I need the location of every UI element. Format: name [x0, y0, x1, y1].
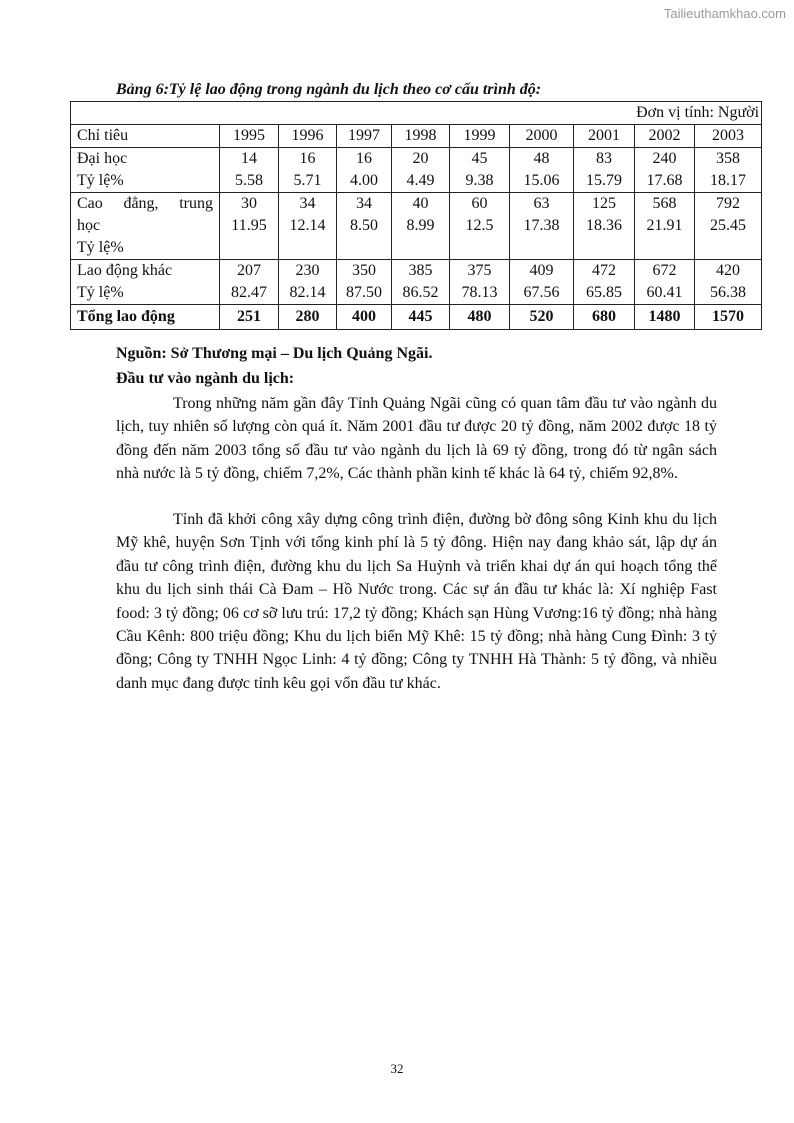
body-paragraph: Trong những năm gần đây Tỉnh Quảng Ngãi cũng có quan tâm đầu tư vào ngành du lịch, tuy nhiên số lượng còn quá ít. Năm 2001 đầu tư được 20 tỷ đồng, năm 2002 được 18 tỷ đồng đến năm 2003 tổng số đầu tư vào ngành du lịch là 69 tỷ đồng, trong đó từ ngân sách nhà nước là 5 tỷ đồng, chiếm 7,2%, Các thành phần kinh tế khác là 64 tỷ, chiếm 92,8%.	[116, 395, 717, 483]
table-cell: 63 17.38	[510, 193, 574, 260]
total-cell: 1480	[635, 305, 695, 330]
table-cell: 230 82.14	[279, 260, 337, 305]
table-cell: 34 8.50	[337, 193, 392, 260]
table-cell: 14 5.58	[220, 148, 279, 193]
section-heading: Đầu tư vào ngành du lịch:	[116, 370, 295, 387]
table-cell: 792 25.45	[695, 193, 762, 260]
row-label-name: Lao động khác	[77, 262, 173, 279]
total-cell: 520	[510, 305, 574, 330]
total-cell: 251	[220, 305, 279, 330]
body-paragraph: Tỉnh đã khởi công xây dựng công trình điện, đường bờ đông sông Kinh khu du lịch Mỹ khê, huyện Sơn Tịnh với tổng kinh phí là 5 tỷ đông. Hiện nay đang khảo sát, lập dự án đầu tư công trình điện, đường khu du lịch Sa Huỳnh và triển khai dự án qui hoạch tổng thể khu du lịch sinh thái Cà Đam – Hồ Nước trong. Các sự án đầu tư khác là: Xí nghiệp Fast food: 3 tỷ đồng; 06 cơ sỡ lưu trú: 17,2 tỷ đồng; Khách sạn Hùng Vương:16 tỷ đồng; nhà hàng Cầu Kênh: 800 triệu đồng; Khu du lịch biển Mỹ Khê: 15 tỷ đồng; nhà hàng Cung Đình: 3 tỷ đồng; Công ty TNHH Ngọc Linh: 4 tỷ đồng; Công ty TNHH Hà Thành: 5 tỷ đồng, và nhiều danh mục đang được tỉnh kêu gọi vốn đầu tư khác.	[116, 511, 717, 692]
table-cell: 350 87.50	[337, 260, 392, 305]
table-cell: 409 67.56	[510, 260, 574, 305]
watermark: Tailieuthamkhao.com	[663, 6, 786, 21]
table-cell: 34 12.14	[279, 193, 337, 260]
table-cell: 60 12.5	[450, 193, 510, 260]
row-label-rate: Tỷ lệ%	[77, 284, 124, 301]
year-header: 1996	[279, 125, 337, 148]
year-header: 2001	[574, 125, 635, 148]
table-cell: 672 60.41	[635, 260, 695, 305]
table-cell: 472 65.85	[574, 260, 635, 305]
table-cell: 240 17.68	[635, 148, 695, 193]
table-cell: 207 82.47	[220, 260, 279, 305]
row-label-name: Cao đẳng, trung	[77, 195, 213, 212]
table-cell: 16 5.71	[279, 148, 337, 193]
total-cell: 1570	[695, 305, 762, 330]
year-header: 1999	[450, 125, 510, 148]
table-cell: 420 56.38	[695, 260, 762, 305]
row-label	[71, 148, 220, 193]
table-cell: 358 18.17	[695, 148, 762, 193]
row-label	[71, 193, 220, 260]
total-cell: 480	[450, 305, 510, 330]
table-cell: 385 86.52	[392, 260, 450, 305]
source-note: Nguồn: Sở Thương mại – Du lịch Quảng Ngãi.	[116, 345, 433, 362]
year-header: 2002	[635, 125, 695, 148]
row-label-name: Đại học	[77, 150, 128, 167]
table-cell: 40 8.99	[392, 193, 450, 260]
table-cell: 30 11.95	[220, 193, 279, 260]
total-label: Tổng lao động	[71, 305, 220, 330]
row-label	[71, 260, 220, 305]
table-cell: 45 9.38	[450, 148, 510, 193]
table-cell: 20 4.49	[392, 148, 450, 193]
table-cell: 83 15.79	[574, 148, 635, 193]
unit-label: Đơn vị tính: Người	[71, 102, 762, 125]
header-row	[71, 125, 762, 148]
year-header: 2003	[695, 125, 762, 148]
row-label-name-cont: học	[77, 217, 101, 234]
header-label: Chỉ tiêu	[71, 125, 220, 148]
total-cell: 680	[574, 305, 635, 330]
year-header: 1997	[337, 125, 392, 148]
table-caption: Bảng 6:Tỷ lệ lao động trong ngành du lịch theo cơ cấu trình độ:	[116, 81, 542, 98]
page-number: 32	[390, 1061, 404, 1076]
unit-row	[71, 102, 762, 125]
table-cell: 568 21.91	[635, 193, 695, 260]
table-row-total	[71, 305, 762, 330]
total-cell: 445	[392, 305, 450, 330]
table-row-university	[71, 148, 762, 193]
table-row-other	[71, 260, 762, 305]
table-row-college	[71, 193, 762, 260]
table-cell: 16 4.00	[337, 148, 392, 193]
table-cell: 125 18.36	[574, 193, 635, 260]
table-cell: 375 78.13	[450, 260, 510, 305]
year-header: 1995	[220, 125, 279, 148]
total-cell: 400	[337, 305, 392, 330]
year-header: 2000	[510, 125, 574, 148]
row-label-rate: Tỷ lệ%	[77, 239, 124, 256]
row-label-rate: Tỷ lệ%	[77, 172, 124, 189]
labor-table	[70, 101, 762, 330]
total-cell: 280	[279, 305, 337, 330]
year-header: 1998	[392, 125, 450, 148]
table-cell: 48 15.06	[510, 148, 574, 193]
